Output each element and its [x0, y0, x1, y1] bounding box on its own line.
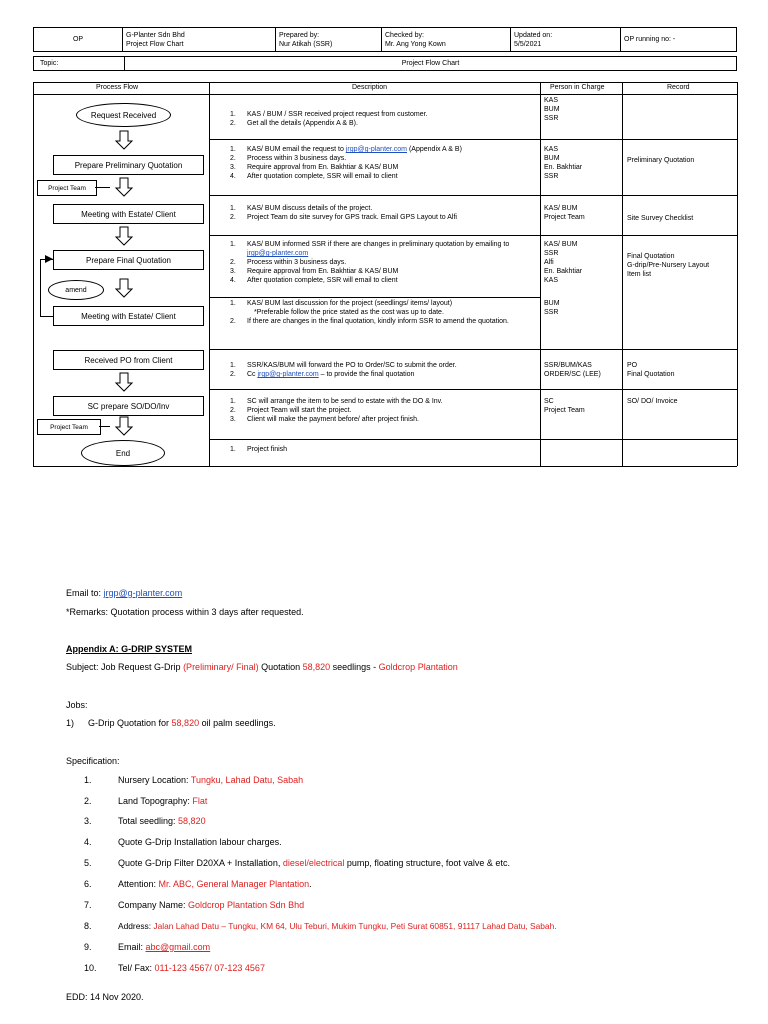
chart-name: Project Flow Chart [126, 40, 184, 48]
topic-table [33, 56, 737, 71]
prepared-name: Nur Atikah (SSR) [279, 40, 333, 48]
remarks: *Remarks: Quotation process within 3 days after requested. [66, 607, 304, 617]
meeting-estate-box-2: Meeting with Estate/ Client [53, 306, 204, 326]
down-arrow-icon [114, 177, 134, 197]
updated-date: 5/5/2021 [514, 40, 542, 48]
email-link[interactable]: jrgp@g-planter.com [257, 371, 319, 378]
col-person: Person in Charge [550, 84, 605, 91]
row3-person: KAS/ BUM Project Team [544, 205, 585, 221]
col-record: Record [667, 84, 690, 91]
row6-record: PO Final Quotation [627, 362, 675, 378]
topic-label: Topic: [34, 57, 125, 71]
list-item: 2. If there are changes in the final quotation, kindly inform SSR to amend the quotation. [230, 318, 509, 325]
list-item: 2. Process within 3 business days. [230, 259, 347, 266]
topic-value: Project Flow Chart [125, 57, 737, 71]
running-number: OP running no: - [621, 28, 737, 52]
row5-person: BUM SSR [544, 300, 560, 316]
amend-ellipse: amend [48, 280, 104, 300]
spec-label: Specification: [66, 756, 120, 766]
email-line: Email to: jrgp@g-planter.com [66, 588, 183, 598]
list-item: 2. Cc jrgp@g-planter.com – to provide the final quotation [230, 371, 415, 378]
list-item: 1. KAS/ BUM email the request to jrgp@g-planter.com (Appendix A & B) [230, 146, 462, 153]
row1-description [230, 110, 535, 128]
meeting-estate-box-1: Meeting with Estate/ Client [53, 204, 204, 224]
project-team-tag-2: Project Team [37, 419, 101, 435]
checked-label: Checked by: [385, 31, 424, 39]
list-item: 3. Require approval from En. Bakhtiar & KAS/ BUM [230, 164, 399, 171]
row4-record: Final Quotation G-drip/Pre-Nursery Layout Item list [627, 253, 710, 278]
list-item: 3. Require approval from En. Bakhtiar & KAS/ BUM [230, 268, 399, 275]
list-item: 4. After quotation complete, SSR will email to client [230, 173, 398, 180]
list-item: 1. KAS/ BUM informed SSR if there are changes in preliminary quotation by emailing to jrgp@g-planter.com [230, 241, 510, 257]
row6-description [230, 361, 535, 379]
received-po-box: Received PO from Client [53, 350, 204, 370]
list-item: 1. KAS/ BUM discuss details of the project. [230, 205, 373, 212]
company-name: G-Planter Sdn Bhd [126, 31, 185, 39]
subject-line: Subject: Job Request G-Drip (Preliminary/ Final) Quotation 58,820 seedlings - Goldcrop Plantation [66, 662, 458, 672]
down-arrow-icon [114, 278, 134, 298]
down-arrow-icon [114, 416, 134, 436]
checked-name: Mr. Ang Yong Kown [385, 40, 446, 48]
row7-description [230, 397, 535, 424]
list-item: 2. Project Team will start the project. [230, 407, 352, 414]
list-item: 4. After quotation complete, SSR will email to client [230, 277, 398, 284]
arrowhead-icon [45, 255, 53, 263]
email-link[interactable]: jrgp@g-planter.com [247, 250, 309, 257]
list-item: 2. Get all the details (Appendix A & B). [230, 120, 358, 127]
job-1: 1) G-Drip Quotation for 58,820 oil palm seedlings. [66, 718, 276, 728]
company-cell [123, 28, 276, 52]
list-item: 1. KAS / BUM / SSR received project request from customer. [230, 111, 428, 118]
list-item: 2. Process within 3 business days. [230, 155, 347, 162]
list-item: 1. SC will arrange the item to be send to estate with the DO & Inv. [230, 398, 443, 405]
jobs-label: Jobs: [66, 700, 88, 710]
row7-person: SC Project Team [544, 398, 585, 414]
email-link[interactable]: jrgp@g-planter.com [345, 146, 408, 153]
list-item: *Preferable follow the price stated as the cost was up to date. [254, 309, 444, 316]
row4-person: KAS/ BUM SSR Alfi En. Bakhtiar KAS [544, 241, 583, 284]
row6-person: SSR/BUM/KAS ORDER/SC (LEE) [544, 362, 601, 378]
appendix-title: Appendix A: G-DRIP SYSTEM [66, 644, 193, 654]
updated-label: Updated on: [514, 31, 553, 39]
row2-record: Preliminary Quotation [627, 157, 695, 164]
sc-prepare-box: SC prepare SO/DO/Inv [53, 396, 204, 416]
prepare-prelim-box: Prepare Preliminary Quotation [53, 155, 204, 175]
edd-line: EDD: 14 Nov 2020. [66, 992, 144, 1002]
row1-person: KAS BUM SSR [544, 97, 560, 122]
prepared-label: Prepared by: [279, 31, 320, 39]
down-arrow-icon [114, 130, 134, 150]
header-table [33, 27, 737, 52]
row8-description [230, 445, 535, 454]
request-received-ellipse: Request Received [76, 103, 171, 127]
op-label: OP [34, 28, 123, 52]
end-ellipse: End [81, 440, 165, 466]
down-arrow-icon [114, 372, 134, 392]
col-description: Description [352, 84, 388, 91]
list-item: 2. Project Team do site survey for GPS track. Email GPS Layout to Alfi [230, 214, 457, 221]
row2-person: KAS BUM En. Bakhtiar SSR [544, 146, 583, 180]
list-item: 3. Client will make the payment before/ after project finish. [230, 416, 419, 423]
list-item: 1. KAS/ BUM last discussion for the project (seedlings/ items/ layout) [230, 300, 453, 307]
row7-record: SO/ DO/ Invoice [627, 398, 678, 405]
email-link[interactable]: jrgp@g-planter.com [103, 588, 183, 598]
project-team-tag-1: Project Team [37, 180, 97, 196]
checked-cell [382, 28, 511, 52]
updated-cell [511, 28, 621, 52]
down-arrow-icon [114, 226, 134, 246]
prepared-cell [276, 28, 382, 52]
list-item: 1. SSR/KAS/BUM will forward the PO to Order/SC to submit the order. [230, 362, 457, 369]
row3-description [230, 204, 535, 222]
col-process-flow: Process Flow [96, 84, 139, 91]
prepare-final-box: Prepare Final Quotation [53, 250, 204, 270]
row3-record: Site Survey Checklist [627, 215, 694, 222]
list-item: 1. Project finish [230, 446, 288, 453]
row5-description [230, 299, 535, 326]
row2-description [230, 145, 535, 181]
row4-description [230, 240, 535, 285]
